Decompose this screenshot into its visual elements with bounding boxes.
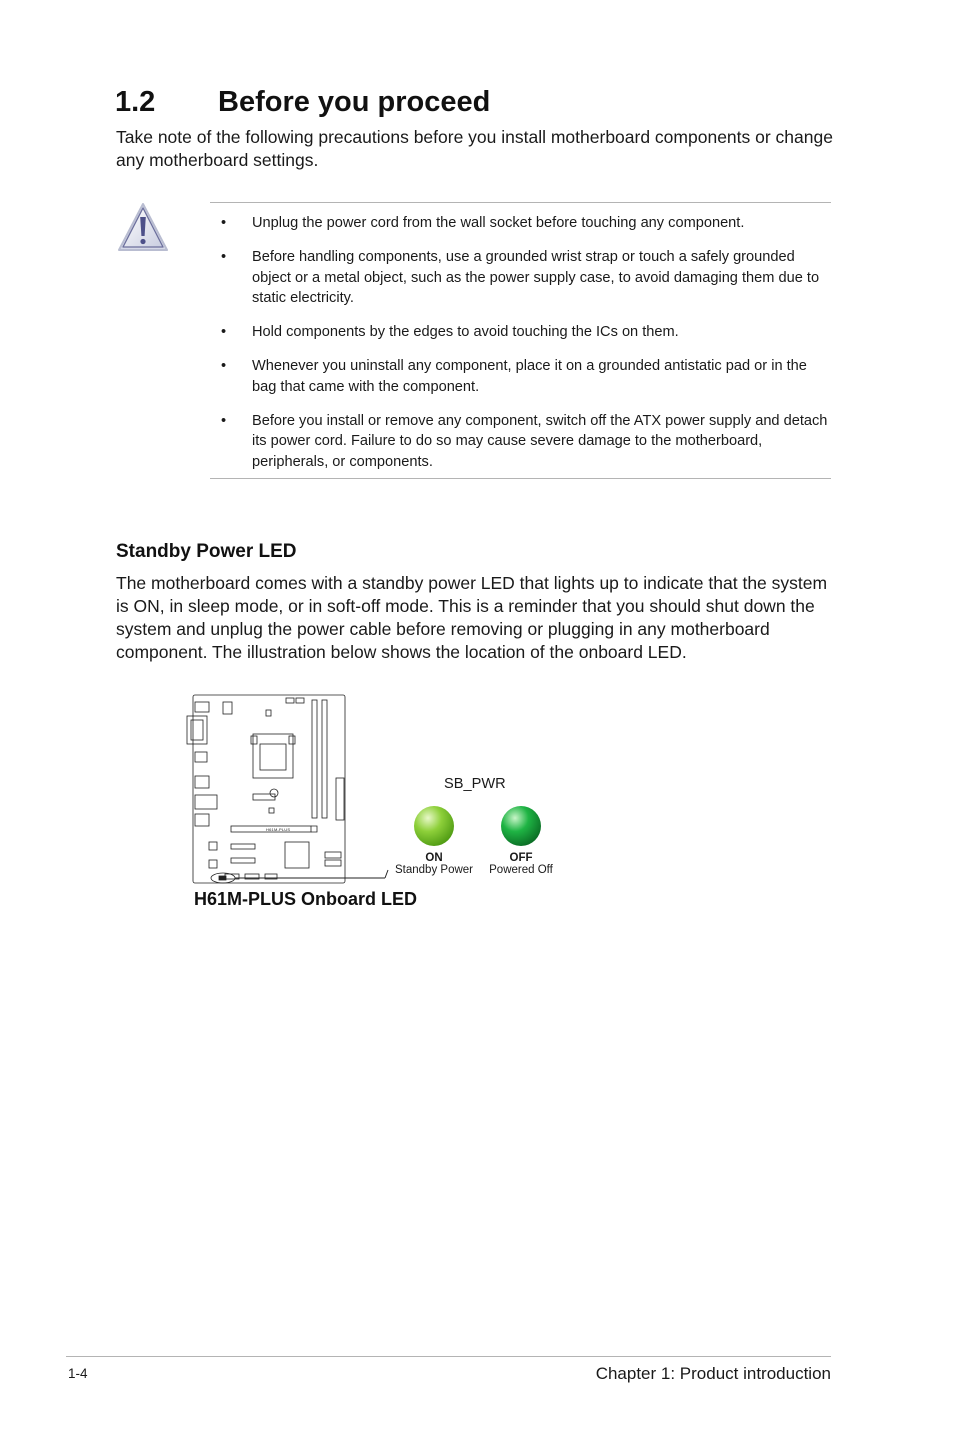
- section-title: Before you proceed: [218, 86, 491, 118]
- list-item: • Whenever you uninstall any component, place it on a grounded antistatic pad or in the bag that came with the component.: [221, 358, 807, 395]
- led-on-state: ON: [425, 852, 443, 864]
- led-off-state: OFF: [509, 852, 533, 864]
- warning-triangle-icon: [114, 201, 170, 255]
- chapter-label: Chapter 1: Product introduction: [595, 1364, 831, 1383]
- footer-rule: [66, 1356, 831, 1357]
- list-item: • Unplug the power cord from the wall socket before touching any component.: [212, 213, 834, 234]
- section-number: 1.2: [115, 86, 156, 118]
- section-heading: [115, 86, 490, 119]
- page-number: 1-4: [68, 1366, 88, 1381]
- led-off-caption: [479, 852, 563, 876]
- led-off-icon: [501, 806, 541, 846]
- bullet-icon: •: [221, 324, 227, 340]
- led-on-icon: [414, 806, 454, 846]
- led-name-label: SB_PWR: [444, 776, 506, 792]
- warning-list: [212, 213, 834, 486]
- list-item: • Before you install or remove any component, switch off the ATX power supply and detach its power cord. Failure to do so may cause severe damage to the motherboard, peripherals, or components.: [221, 412, 828, 470]
- list-item: • Hold components by the edges to avoid touching the ICs on them.: [212, 322, 834, 343]
- bullet-icon: •: [221, 215, 227, 231]
- warning-bottom-rule: [210, 478, 831, 479]
- led-on-desc: Standby Power: [395, 864, 473, 876]
- list-item: • Before handling components, use a grounded wrist strap or touch a safely grounded object or a metal object, such as the power supply case, to avoid damaging them due to static electricity.: [221, 249, 820, 306]
- led-off-desc: Powered Off: [489, 864, 553, 876]
- led-on-caption: [389, 852, 479, 876]
- bullet-icon: •: [221, 358, 227, 374]
- diagram-title: H61M-PLUS Onboard LED: [194, 889, 418, 909]
- onboard-led-diagram: [183, 690, 573, 890]
- warning-top-rule: [210, 202, 831, 203]
- subsection-heading: Standby Power LED: [116, 541, 297, 562]
- subsection-paragraph: The motherboard comes with a standby power LED that lights up to indicate that the system is ON, in sleep mode, or in soft-off mode. This is a reminder that you should shut down the system and unplug the power cable before removing or plugging in any motherboard component. The illustration below shows the location of the onboard LED.: [116, 573, 828, 662]
- bullet-icon: •: [221, 412, 227, 429]
- bullet-icon: •: [221, 249, 227, 265]
- section-intro: Take note of the following precautions before you install motherboard components or change any motherboard settings.: [116, 127, 833, 170]
- board-label: H61M-PLUS: [266, 827, 291, 832]
